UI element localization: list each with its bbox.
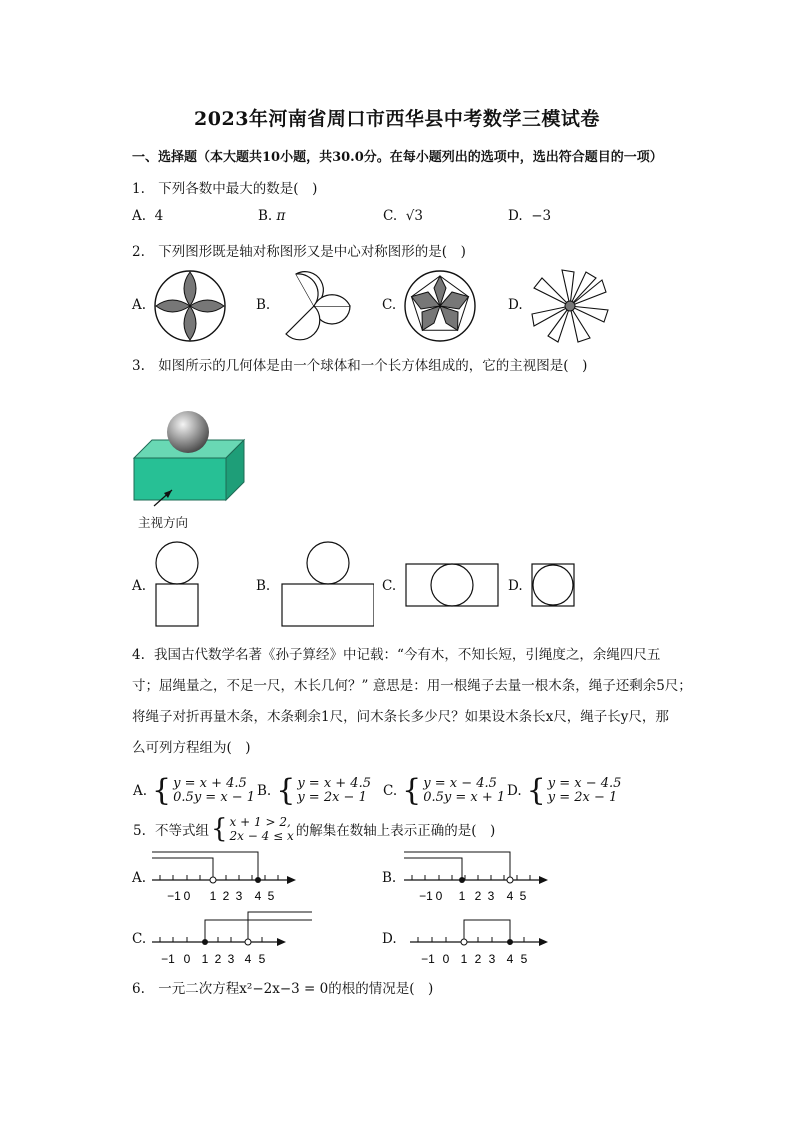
tick-label: 5 [267,889,275,903]
question-number: 1. [132,181,145,197]
q3-label-a[interactable]: A. [132,578,147,594]
question-3: 3. 如图所示的几何体是由一个球体和一个长方体组成的，它的主视图是( ) [132,358,588,374]
q3-solid-figure [130,410,246,516]
question-5: 5. 不等式组 { x + 1 > 2, 2x − 4 ≤ x 的解集在数轴上表示正确的是( ) [133,814,496,844]
q2-label-d[interactable]: D. [508,297,523,313]
q2-figure-d [528,266,612,346]
tick-label: 0 [435,889,443,903]
q1-option-a[interactable]: A. 4 [132,208,164,224]
q5-numberline-c [150,908,320,968]
tick-label: 4 [506,889,514,903]
tick-label: 2 [474,952,482,966]
q5-numberline-b [402,848,552,906]
q5-label-c[interactable]: C. [132,931,147,947]
tick-label: −1 [161,952,175,966]
question-2: 2. 下列图形既是轴对称图形又是中心对称图形的是( ) [132,244,466,260]
q2-figure-a [152,268,228,344]
question-4: 4. 我国古代数学名著《孙子算经》中记载：“今有木，不知长短，引绳度之，余绳四尺五 寸；屈绳量之，不足一尺，木长几何？” 意思是：用一根绳子去量一根木条，绳子还剩余5尺； 将绳子对折再量木条，木条剩余1尺，问木条长多少尺？如果设木条长x尺，绳子长y尺，那 么可列方程组为( ) [132,647,692,756]
tick-label: 2 [214,952,222,966]
tick-label: 0 [183,889,191,903]
question-stem: 下列图形既是轴对称图形又是中心对称图形的是( ) [158,244,466,260]
q3-label-b[interactable]: B. [256,578,271,594]
question-stem: 如图所示的几何体是由一个球体和一个长方体组成的，它的主视图是( ) [158,358,588,374]
tick-label: 3 [235,889,243,903]
view-direction-caption: 主视方向 [138,516,189,530]
tick-label: −1 [419,889,433,903]
tick-label: 3 [488,952,496,966]
q2-label-b[interactable]: B. [256,297,271,313]
q2-label-c[interactable]: C. [382,297,397,313]
tick-label: 4 [244,952,252,966]
tick-label: 1 [460,952,468,966]
q2-figure-b [276,268,356,344]
tick-label: 1 [458,889,466,903]
question-6: 6. 一元二次方程x²−2x−3 = 0的根的情况是( ) [132,981,434,997]
q3-view-a [152,540,202,628]
tick-label: 0 [183,952,191,966]
q5-label-d[interactable]: D. [382,931,397,947]
tick-label: 0 [442,952,450,966]
q4-option-c[interactable]: C. { y = x − 4.5 0.5y = x + 1 [383,773,506,808]
q5-numberline-d [402,908,552,968]
tick-label: 5 [520,952,528,966]
q5-numberline-a [150,848,300,906]
tick-label: −1 [167,889,181,903]
question-stem: 一元二次方程x²−2x−3 = 0的根的情况是( ) [158,981,434,997]
question-stem: 下列各数中最大的数是( ) [158,181,318,197]
tick-label: 5 [519,889,527,903]
q1-option-d[interactable]: D. −3 [508,208,552,224]
q3-label-c[interactable]: C. [382,578,397,594]
section-heading: 一、选择题（本大题共10小题，共30.0分。在每小题列出的选项中，选出符合题目的一项） [132,150,663,165]
tick-label: 2 [222,889,230,903]
q3-view-b [278,540,374,628]
tick-label: 4 [506,952,514,966]
q5-label-b[interactable]: B. [382,870,397,886]
tick-label: 5 [258,952,266,966]
q3-view-d [530,562,578,608]
q1-option-c[interactable]: C. √3 [383,208,423,224]
q5-label-a[interactable]: A. [132,870,147,886]
q4-option-a[interactable]: A. { y = x + 4.5 0.5y = x − 1 [133,773,256,808]
q4-option-b[interactable]: B. { y = x + 4.5 y = 2x − 1 [257,773,371,808]
tick-label: −1 [421,952,435,966]
q3-view-c [404,562,502,608]
page-title: 2023年河南省周口市西华县中考数学三模试卷 [194,108,600,130]
tick-label: 1 [209,889,217,903]
tick-label: 4 [254,889,262,903]
q2-label-a[interactable]: A. [132,297,147,313]
q1-option-b[interactable]: B. π [258,208,286,224]
q4-option-d[interactable]: D. { y = x − 4.5 y = 2x − 1 [507,773,622,808]
tick-label: 3 [227,952,235,966]
q2-figure-c [402,268,478,344]
q3-label-d[interactable]: D. [508,578,523,594]
tick-label: 3 [487,889,495,903]
tick-label: 1 [201,952,209,966]
tick-label: 2 [474,889,482,903]
question-1 [132,177,317,197]
